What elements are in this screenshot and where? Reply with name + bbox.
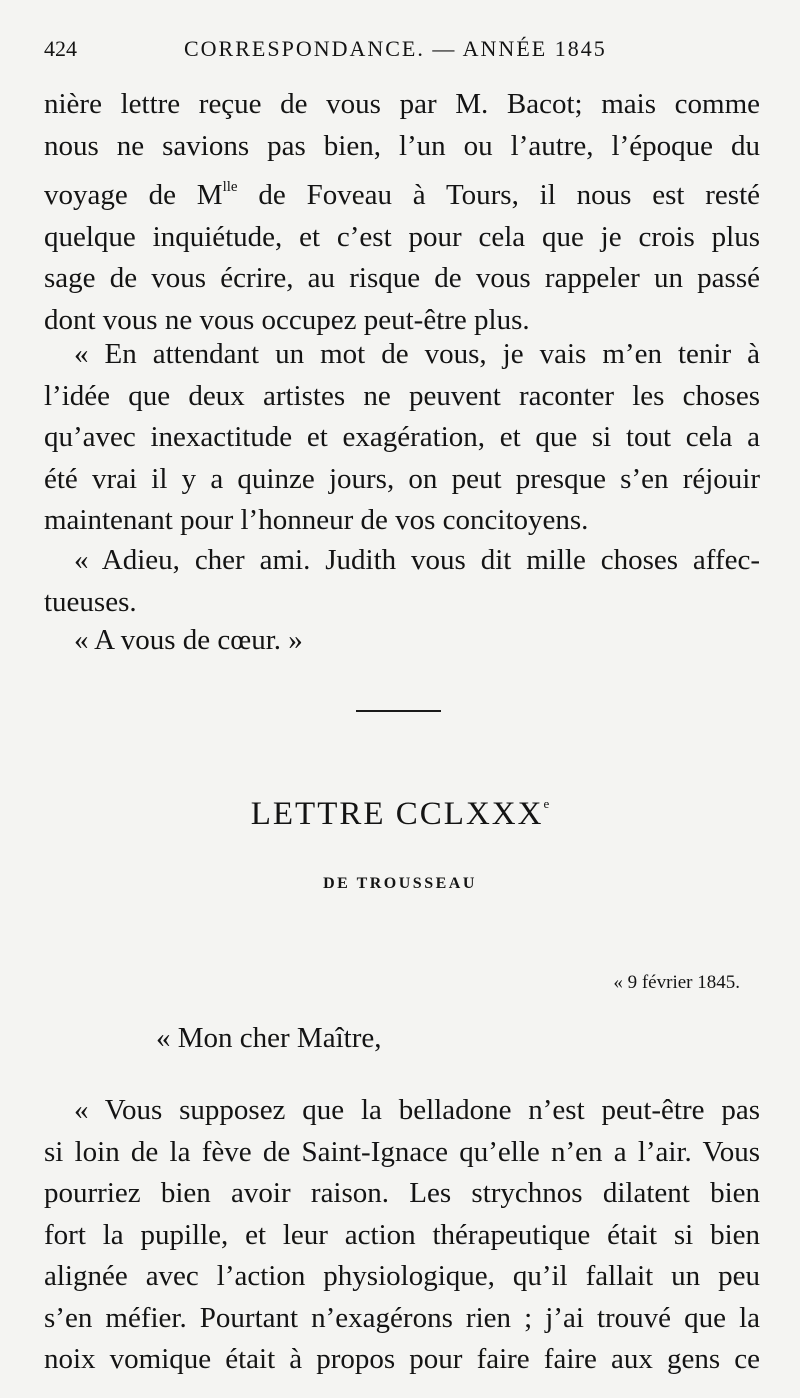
text-line: qu’avec inexactitude et exagération, et que si tout cela a (44, 421, 760, 453)
text-line: été vrai il y a quinze jours, on peut presque s’en réjouir (44, 462, 760, 495)
paragraph-3 (44, 540, 760, 623)
text-line: fort la pupille, et leur action thérapeutique était si bien (44, 1218, 760, 1251)
text-line: pourriez bien avoir raison. Les strychnos dilatent bien (44, 1177, 760, 1209)
text-line: noix vomique était à propos pour faire faire aux gens ce (44, 1343, 760, 1375)
text-line: dont vous ne vous occupez peut-être plus. (44, 303, 530, 336)
paragraph-4 (44, 620, 760, 662)
page-number: 424 (44, 36, 77, 61)
letter-date: « 9 février 1845. (613, 972, 740, 993)
text-line: s’en méfier. Pourtant n’exagérons rien ; j’ai trouvé que la (44, 1301, 760, 1334)
salutation: « Mon cher Maître, (156, 1022, 382, 1054)
text-line: « En attendant un mot de vous, je vais m’en tenir à (74, 338, 760, 370)
paragraph-2 (44, 334, 760, 542)
text-line: nous ne savions pas bien, l’un ou l’autre, l’époque du (44, 129, 760, 162)
letter-title-superscript: e (543, 796, 550, 811)
text-line: l’idée que deux artistes ne peuvent raconter les choses (44, 379, 760, 412)
text-line: « Adieu, cher ami. Judith vous dit mille choses affec- (74, 544, 760, 576)
text-line: maintenant pour l’honneur de vos concitoyens. (44, 504, 589, 536)
text-line: « A vous de cœur. » (74, 624, 303, 656)
running-title: CORRESPONDANCE. — ANNÉE 1845 (184, 36, 607, 61)
text-line: tueuses. (44, 585, 137, 618)
paragraph-1 (44, 84, 760, 341)
paragraph-5 (44, 1090, 760, 1381)
text-line: quelque inquiétude, et c’est pour cela que je crois plus (44, 220, 760, 253)
text-line: si loin de la fève de Saint-Ignace qu’elle n’en a l’air. Vous (44, 1135, 760, 1168)
letter-author: DE TROUSSEAU (323, 875, 477, 892)
text-line: alignée avec l’action physiologique, qu’il fallait un peu (44, 1260, 760, 1292)
section-divider (356, 710, 441, 712)
text-line: voyage de $M^{lle}$ de Foveau à Tours, il nous est resté (44, 179, 760, 211)
text-line: « Vous supposez que la belladone n’est peut-être pas (74, 1094, 760, 1126)
text-line: nière lettre reçue de vous par M. Bacot; mais comme (44, 88, 760, 120)
letter-title (0, 796, 800, 833)
text-line: sage de vous écrire, au risque de vous rappeler un passé (44, 262, 760, 294)
letter-title-text: LETTRE CCLXXX (250, 796, 544, 832)
page-header (44, 36, 760, 66)
